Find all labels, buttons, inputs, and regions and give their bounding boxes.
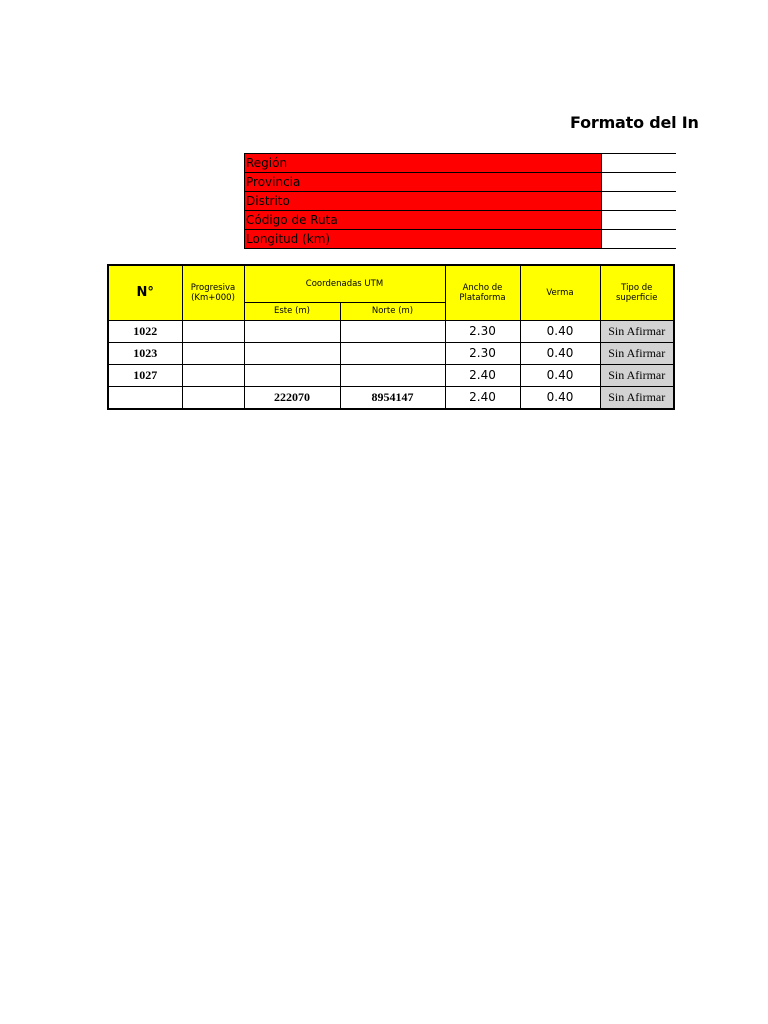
info-label-provincia: Provincia	[245, 173, 602, 192]
cell-progresiva[interactable]	[182, 364, 244, 386]
info-value-longitud[interactable]	[602, 230, 677, 249]
cell-progresiva[interactable]	[182, 320, 244, 342]
cell-tipo[interactable]: Sin Afirmar	[600, 342, 674, 364]
info-value-distrito[interactable]	[602, 192, 677, 211]
info-label-codigo-ruta: Código de Ruta	[245, 211, 602, 230]
cell-no[interactable]	[108, 386, 182, 409]
cell-tipo[interactable]: Sin Afirmar	[600, 386, 674, 409]
table-row	[108, 386, 674, 409]
inventory-table	[107, 264, 675, 410]
cell-este[interactable]	[244, 320, 340, 342]
header-progresiva: Progresiva (Km+000)	[182, 265, 244, 320]
document-title: Formato del In	[570, 113, 699, 132]
info-label-distrito: Distrito	[245, 192, 602, 211]
info-row-codigo-ruta	[245, 211, 677, 230]
header-coordenadas: Coordenadas UTM	[244, 265, 445, 302]
cell-norte[interactable]: 8954147	[340, 386, 445, 409]
table-row	[108, 320, 674, 342]
cell-progresiva[interactable]	[182, 342, 244, 364]
header-verma: Verma	[520, 265, 600, 320]
header-norte: Norte (m)	[340, 302, 445, 320]
cell-no[interactable]: 1027	[108, 364, 182, 386]
info-row-region	[245, 154, 677, 173]
cell-norte[interactable]	[340, 342, 445, 364]
cell-ancho[interactable]: 2.30	[445, 342, 520, 364]
cell-tipo[interactable]: Sin Afirmar	[600, 364, 674, 386]
cell-verma[interactable]: 0.40	[520, 386, 600, 409]
cell-ancho[interactable]: 2.30	[445, 320, 520, 342]
info-value-codigo-ruta[interactable]	[602, 211, 677, 230]
cell-norte[interactable]	[340, 364, 445, 386]
info-value-provincia[interactable]	[602, 173, 677, 192]
info-value-region[interactable]	[602, 154, 677, 173]
cell-no[interactable]: 1022	[108, 320, 182, 342]
cell-progresiva[interactable]	[182, 386, 244, 409]
cell-este[interactable]	[244, 364, 340, 386]
cell-ancho[interactable]: 2.40	[445, 386, 520, 409]
table-row	[108, 364, 674, 386]
info-label-region: Región	[245, 154, 602, 173]
header-tipo: Tipo de superficie	[600, 265, 674, 320]
cell-no[interactable]: 1023	[108, 342, 182, 364]
cell-verma[interactable]: 0.40	[520, 364, 600, 386]
info-row-provincia	[245, 173, 677, 192]
info-row-distrito	[245, 192, 677, 211]
cell-norte[interactable]	[340, 320, 445, 342]
cell-tipo[interactable]: Sin Afirmar	[600, 320, 674, 342]
cell-este[interactable]	[244, 342, 340, 364]
header-ancho: Ancho de Plataforma	[445, 265, 520, 320]
info-label-longitud: Longitud (km)	[245, 230, 602, 249]
cell-este[interactable]: 222070	[244, 386, 340, 409]
route-info-table	[244, 153, 676, 249]
table-row	[108, 342, 674, 364]
header-row-top	[108, 265, 674, 302]
header-no: N°	[108, 265, 182, 320]
header-este: Este (m)	[244, 302, 340, 320]
cell-ancho[interactable]: 2.40	[445, 364, 520, 386]
cell-verma[interactable]: 0.40	[520, 320, 600, 342]
info-row-longitud	[245, 230, 677, 249]
cell-verma[interactable]: 0.40	[520, 342, 600, 364]
